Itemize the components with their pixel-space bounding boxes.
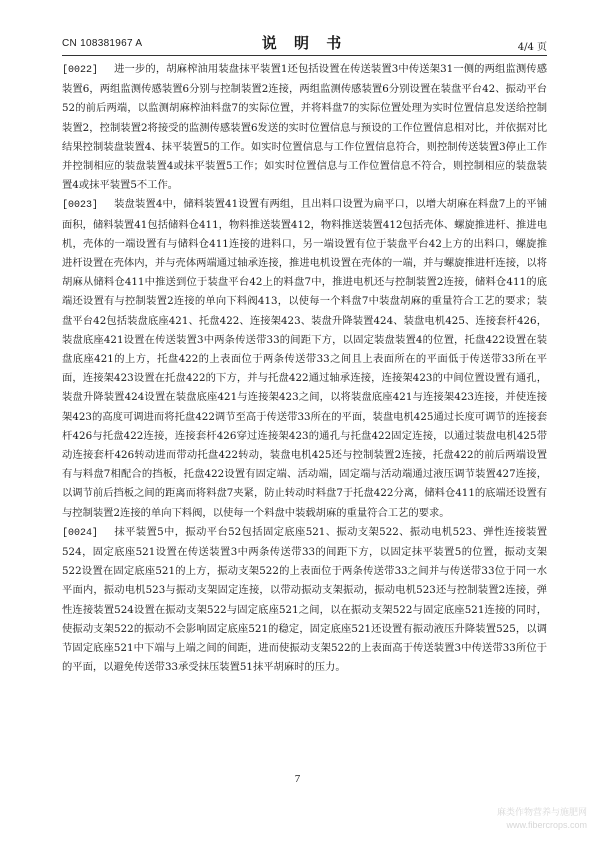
paragraph-number: [0023] [62, 200, 99, 212]
header-divider [62, 55, 547, 56]
document-body [62, 60, 547, 678]
page-indicator: 4/4 页 [517, 42, 547, 53]
watermark-name: 麻类作物营养与施肥网 [496, 807, 587, 817]
page-header [62, 30, 547, 52]
paragraph-0023 [62, 195, 547, 522]
patent-number: CN 108381967 A [62, 38, 143, 49]
paragraph-text: 抹平装置5中，振动平台52包括固定底座521、振动支架522、振动电机523、弹性连接装置524，固定底座521设置在传送装置3中两条传送带33的间距下方，以固定抹平装置5的位置，振动支架522设置在固定底座521的上方，振动支架522的上表面位于两条传送带33之间并与传送带33位于同一水平面内，振动电机523与振动支架固定连接，以带动振动支架振动，振动电机523还与控制装置2连接，弹性连接装置524设置在振动支架522与固定底座521之间，以在振动支架522与固定底座521连接的同时，使振动支架522的振动不会影响固定底座521的稳定，固定底座521还设置有振动液压升降装置525，以调节固定底座521中下端与上端之间的间距，进而使振动支架522的上表面高于传送装置3中传送带33所位于的平面，以避免传送带33承受抹压装置51抹平胡麻时的压力。 [62, 525, 547, 674]
paragraph-number: [0024] [62, 527, 99, 539]
paragraph-0022 [62, 60, 547, 195]
page-number: 7 [294, 773, 301, 785]
paragraph-0024 [62, 523, 547, 678]
document-title: 说 明 书 [261, 34, 348, 52]
paragraph-text: 装盘装置4中，储料装置41设置有两组，且出料口设置为扁平口，以增大胡麻在料盘7上的平铺面积，储料装置41包括储料仓411，物料推送装置412，物料推送装置412包括壳体、螺旋推进杆、推进电机，壳体的一端设置有与储料仓411连接的进料口，另一端设置有位于装盘平台42上方的出料口，螺旋推进杆设置在壳体内，并与壳体两端通过轴承连接，推进电机设置在壳体的一端，并与螺旋推进杆连接，以将胡麻从储料仓411中推送到位于装盘平台42上的料盘7中，推进电机还与控制装置2连接，储料仓411的底端还设置有与控制装置2连接的单向下料阀413，以使每一个料盘7中装盘胡麻的重量符合工艺的要求；装盘平台42包括装盘底座421、托盘422、连接架423、装盘升降装置424、装盘电机425、连接套杆426，装盘底座421设置在传送装置3中两条传送带33的间距下方，以固定装盘装置4的位置，托盘422设置在装盘底座421的上方，托盘422的上表面位于两条传送带33之间且上表面所在的平面低于传送带33所在平面，连接架423设置在托盘422的下方，并与托盘422通过轴承连接，连接架423的中间位置设置有通孔，装盘升降装置424设置在装盘底座421与连接架423之间，以将装盘底座421与连接架423连接，并使连接架423的高度可调进而将托盘422调节至高于传送带33所在的平面，装盘电机425通过长度可调节的连接套杆426与托盘422连接，连接套杆426穿过连接架423的通孔与托盘422固定连接，以通过装盘电机425带动连接套杆426转动进而带动托盘422转动，装盘电机425还与控制装置2连接，托盘422的前后两端设置有与料盘7相配合的挡板，托盘422设置有固定端、活动端，固定端与活动端通过液压调节装置427连接，以调节前后挡板之间的距离而将料盘7夹紧，防止转动时料盘7于托盘422分离，储料仓411的底端还设置有与控制装置2连接的单向下料阀，以使每一个料盘中装载胡麻的重量符合工艺的要求。 [62, 198, 547, 519]
paragraph-number: [0022] [62, 65, 99, 76]
watermark-url: www.fibercrops.com [506, 820, 587, 830]
site-watermark [497, 806, 587, 832]
paragraph-text: 进一步的，胡麻榨油用装盘抹平装置1还包括设置在传送装置3中传送架31一侧的两组监测传感装置6，两组监测传感装置6分别与控制装置2连接，两组监测传感装置6分别设置在装盘平台42、振动平台52的前后两端，以监测胡麻榨油料盘7的实际位置，并将料盘7的实际位置处理为实时位置信息发送给控制装置2，控制装置2将接受的监测传感装置6发送的实时位置信息与预设的工作位置信息相对比，并依据对比结果控制装盘装置4、抹平装置5的工作。如实时位置信息与工作位置信息符合，则控制传送装置3停止工作并控制相应的装盘装置4或抹平装置5工作；如实时位置信息与工作位置信息不符合，则控制相应的装盘装置4或抹平装置5不工作。 [62, 63, 547, 192]
